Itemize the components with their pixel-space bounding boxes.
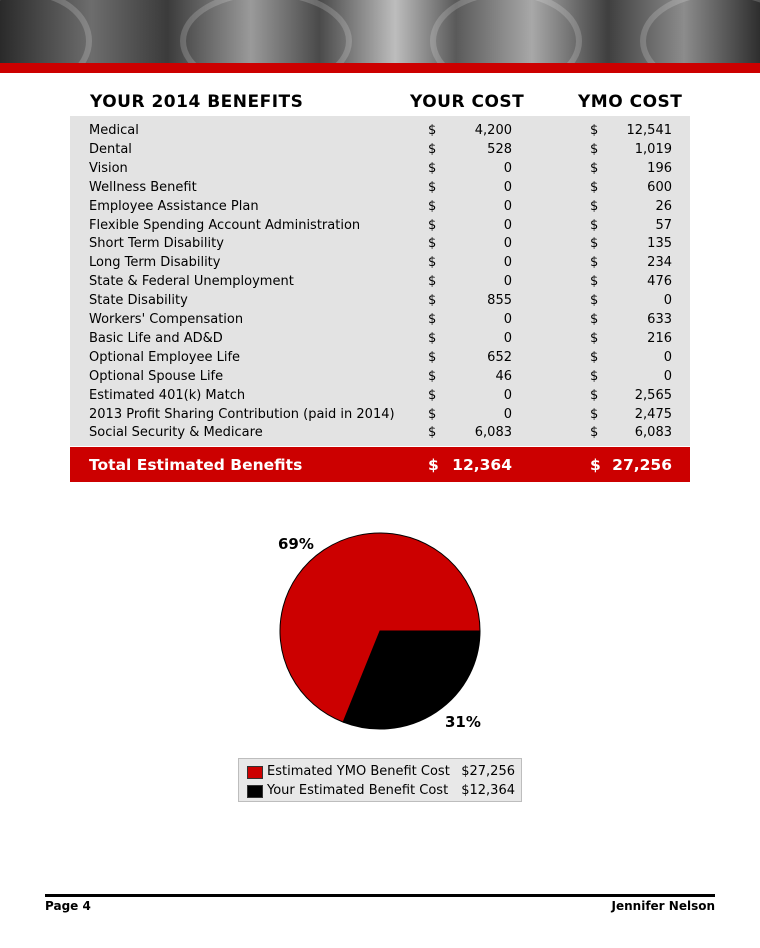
currency-symbol: $ — [590, 179, 599, 195]
currency-symbol: $ — [428, 179, 437, 195]
your-cost-value: 0 — [503, 255, 512, 271]
your-cost-value: 652 — [487, 349, 512, 365]
ymo-cost-value: 600 — [647, 179, 672, 195]
currency-symbol: $ — [590, 425, 599, 441]
table-row — [70, 272, 690, 291]
currency-symbol: $ — [590, 368, 599, 384]
ymo-cost-value: 1,019 — [634, 141, 672, 157]
your-cost-value: 0 — [503, 312, 512, 327]
currency-symbol: $ — [428, 406, 437, 422]
pie-label-ymo: 69% — [278, 535, 314, 553]
ymo-cost-value: 0 — [663, 349, 672, 365]
currency-symbol: $ — [428, 160, 437, 176]
currency-symbol: $ — [428, 293, 437, 309]
table-row — [70, 121, 690, 140]
currency-symbol: $ — [590, 456, 601, 474]
benefits-header: YOUR 2014 BENEFITS — [90, 92, 304, 112]
your-cost-value: 6,083 — [474, 425, 512, 441]
ymo-cost-header: YMO COST — [578, 92, 683, 112]
currency-symbol: $ — [428, 255, 437, 271]
header-banner-image — [0, 0, 760, 65]
currency-symbol: $ — [428, 387, 437, 403]
legend-item-ymo — [247, 763, 515, 781]
your-cost-value: 0 — [503, 406, 512, 422]
total-ymo-cost: 27,256 — [612, 456, 672, 474]
ymo-cost-value: 26 — [655, 198, 672, 214]
benefit-label: Dental — [89, 141, 132, 157]
benefit-label: State Disability — [89, 293, 188, 309]
your-cost-value: 0 — [503, 387, 512, 403]
currency-symbol: $ — [428, 274, 437, 290]
currency-symbol: $ — [590, 406, 599, 422]
legend-swatch-red — [247, 766, 263, 779]
steel-coil-shape — [0, 0, 92, 65]
currency-symbol: $ — [428, 456, 439, 474]
legend-amount: $27,256 — [461, 764, 515, 779]
your-cost-value: 855 — [487, 293, 512, 309]
benefit-label: Flexible Spending Account Administration — [89, 217, 361, 233]
currency-symbol: $ — [590, 312, 599, 327]
ymo-cost-value: 135 — [647, 236, 672, 252]
header-red-bar — [0, 63, 760, 73]
your-cost-value: 0 — [503, 198, 512, 214]
table-row — [70, 310, 690, 329]
currency-symbol: $ — [428, 425, 437, 441]
table-row — [70, 405, 690, 424]
currency-symbol: $ — [590, 123, 599, 138]
benefit-label: Optional Spouse Life — [89, 368, 224, 384]
table-row — [70, 291, 690, 310]
ymo-cost-value: 57 — [655, 217, 672, 233]
total-label: Total Estimated Benefits — [89, 456, 303, 474]
currency-symbol: $ — [590, 330, 599, 346]
benefit-label: Vision — [89, 160, 128, 176]
table-row — [70, 367, 690, 386]
ymo-cost-value: 234 — [647, 255, 672, 271]
benefit-label: Basic Life and AD&D — [89, 330, 223, 346]
currency-symbol: $ — [428, 217, 437, 233]
benefit-cost-pie-chart — [270, 530, 490, 740]
table-row — [70, 159, 690, 178]
your-cost-value: 528 — [487, 141, 512, 157]
table-row — [70, 386, 690, 405]
employee-name: Jennifer Nelson — [611, 899, 715, 913]
currency-symbol: $ — [428, 236, 437, 252]
benefit-label: Estimated 401(k) Match — [89, 387, 246, 403]
total-row — [70, 447, 690, 482]
currency-symbol: $ — [590, 349, 599, 365]
steel-coil-shape — [430, 0, 582, 65]
total-your-cost: 12,364 — [452, 456, 512, 474]
currency-symbol: $ — [428, 368, 437, 384]
ymo-cost-value: 476 — [647, 274, 672, 290]
table-row — [70, 234, 690, 253]
pie-label-your: 31% — [445, 713, 481, 731]
your-cost-value: 0 — [503, 217, 512, 233]
benefit-label: Workers' Compensation — [89, 312, 244, 327]
currency-symbol: $ — [590, 198, 599, 214]
your-cost-value: 0 — [503, 330, 512, 346]
your-cost-value: 0 — [503, 160, 512, 176]
legend-amount: $12,364 — [461, 783, 515, 798]
footer-rule — [45, 894, 715, 897]
legend-swatch-black — [247, 785, 263, 798]
your-cost-value: 0 — [503, 179, 512, 195]
benefit-label: Long Term Disability — [89, 255, 221, 271]
benefit-label: Medical — [89, 123, 139, 138]
benefit-label: Short Term Disability — [89, 236, 224, 252]
legend-item-your — [247, 782, 515, 800]
ymo-cost-value: 12,541 — [626, 123, 672, 138]
currency-symbol: $ — [590, 141, 599, 157]
your-cost-value: 4,200 — [474, 123, 512, 138]
table-row — [70, 178, 690, 197]
ymo-cost-value: 633 — [647, 312, 672, 327]
ymo-cost-value: 196 — [647, 160, 672, 176]
benefit-label: Wellness Benefit — [89, 179, 197, 195]
currency-symbol: $ — [428, 198, 437, 214]
currency-symbol: $ — [590, 274, 599, 290]
table-row — [70, 216, 690, 235]
table-row — [70, 423, 690, 442]
benefit-label: 2013 Profit Sharing Contribution (paid in 2014) — [89, 406, 395, 422]
page-number: Page 4 — [45, 899, 91, 913]
your-cost-value: 0 — [503, 236, 512, 252]
currency-symbol: $ — [590, 387, 599, 403]
steel-coil-shape — [180, 0, 352, 65]
currency-symbol: $ — [590, 236, 599, 252]
currency-symbol: $ — [428, 123, 437, 138]
ymo-cost-value: 6,083 — [634, 425, 672, 441]
legend-label: Estimated YMO Benefit Cost — [267, 764, 450, 779]
table-row — [70, 140, 690, 159]
your-cost-value: 46 — [495, 368, 512, 384]
benefits-table — [70, 116, 690, 446]
currency-symbol: $ — [428, 349, 437, 365]
your-cost-value: 0 — [503, 274, 512, 290]
currency-symbol: $ — [428, 141, 437, 157]
currency-symbol: $ — [590, 217, 599, 233]
benefit-label: Social Security & Medicare — [89, 425, 263, 441]
currency-symbol: $ — [590, 255, 599, 271]
table-row — [70, 348, 690, 367]
table-row — [70, 253, 690, 272]
currency-symbol: $ — [590, 293, 599, 309]
steel-coil-shape — [640, 0, 760, 65]
ymo-cost-value: 2,565 — [634, 387, 672, 403]
currency-symbol: $ — [590, 160, 599, 176]
currency-symbol: $ — [428, 330, 437, 346]
pie-legend — [238, 758, 522, 802]
benefit-label: Employee Assistance Plan — [89, 198, 259, 214]
table-row — [70, 329, 690, 348]
your-cost-header: YOUR COST — [410, 92, 525, 112]
ymo-cost-value: 2,475 — [634, 406, 672, 422]
ymo-cost-value: 0 — [663, 368, 672, 384]
legend-label: Your Estimated Benefit Cost — [267, 783, 449, 798]
ymo-cost-value: 216 — [647, 330, 672, 346]
ymo-cost-value: 0 — [663, 293, 672, 309]
benefit-label: State & Federal Unemployment — [89, 274, 294, 290]
currency-symbol: $ — [428, 312, 437, 327]
benefit-label: Optional Employee Life — [89, 349, 241, 365]
table-row — [70, 197, 690, 216]
